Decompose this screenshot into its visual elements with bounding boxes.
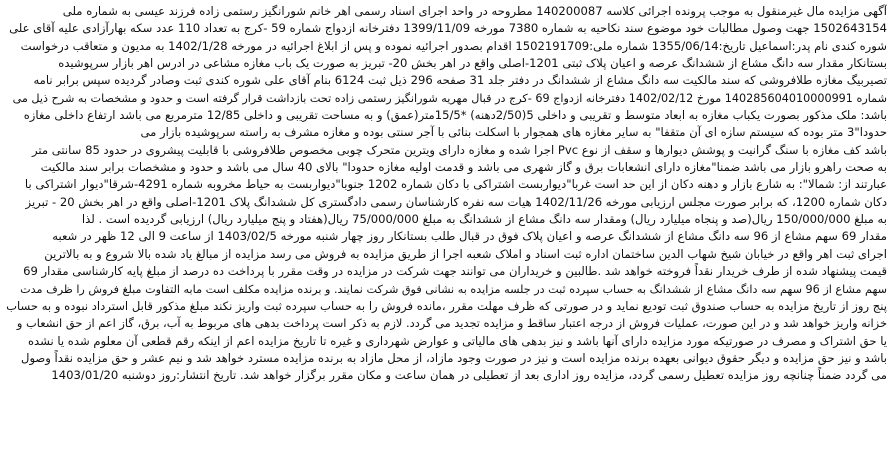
notice-line: باشد: ملک مذکور بصورت یکباب مغازه به ابعاد متوسط و تقریبی و داخلی 5(2/50دهنه) *15/5متر(عمق) و به مساحت تقریبی و داخلی 12/85 مترمربع می باشد ارتفاع داخلی مغازه	[23, 108, 887, 123]
notice-line: مقدار 69 سهم مشاع از 96 سه دانگ مشاع از ششدانگ عرصه و اعیان پلاک فوق در قبال طلب بستانکار روز چهار شنبه مورخه 1403/02/5 از ساعت 9 الی 12 ظهر در شعبه	[52, 229, 887, 244]
notice-line: باشد کف مغازه با سنگ گرانیت و پوشش دیوارها و سقف از نوع Pvc اجرا شده و مغازه دارای ویترین متحرک چوبی مخصوص طلافروشی با قابلیت پیشروی در حدود 85 سانتی متر	[31, 142, 887, 157]
notice-line: اجرای ثبت اهر واقع در خیابان شیخ شهاب الدین ساختمان اداره ثبت اسناد و املاک شعبه اجرا از طریق مزایده به فروش می رسد مزایده از مبالغ یاد شده بالا شروع و به بالاترین	[44, 246, 887, 261]
notice-line: شماره 140285604010000991 مورخ 1402/02/12 دفترخانه ازدواج 69 -کرج در قبال مهریه شورانگیز رستمی زاده تحت بازداشت قرار گرفته است و حدود و مشخصات به شرح ذیل می	[12, 91, 887, 105]
notice-line: قیمت پیشنهاد شده از طرف خریدار نقداً فروخته خواهد شد .طالبین و خریداران می توانند جهت شرکت در مزایده در وقت مقرر با پرداخت ده درصد از مبلغ پایه کارشناسی مقدار 69	[23, 264, 887, 279]
notice-line: خزانه واریز خواهد شد و در این صورت، عملیات فروش از درجه اعتبار ساقط و مزایده تجدید می گردد. لازم به ذکر است پرداخت بدهی های مربوط به آب، برق، گاز اعم از حق انشعاب و	[16, 316, 887, 331]
notice-line: حدودا"3 متر بوده که سیستم سازه ای آن متقفا" به سایر مغازه های همجوار با اسکلت بنائی با آجر سنتی بوده و مغازه مشرف به راسته سرپوشیده بازار می	[140, 125, 887, 140]
notice-line: عبارتند از: شمالا": به شارع بازار و دهنه دکان از این حد است غربا"دیواربست اشتراکی با دکان شماره 1202 جنوبا"دیواربست به حیاط مخروبه شماره 4291-شرقا"دیوار اشتراکی با	[24, 177, 887, 192]
notice-line: 1502643154 جهت وصول مطالبات خود موضوع سند نکاحیه به شماره 7380 مورخه 1399/11/09 دفترخانه ازدواج شماره 59 -کرج به تعداد 110 عدد سکه بهارآزادی علیه آقای علی	[9, 21, 887, 36]
notice-line: شوره کندی نام پدر:اسماعیل تاریخ:1355/06/14 شماره ملی:1502191709 اقدام بصدور اجرائیه نموده و پس از ابلاغ اجرائیه در مورخه 1402/1/28 به مدیون و متعاقب درخواست	[20, 38, 887, 53]
notice-line: تصیربیگ مغازه طلافروشی که سند مالکیت سه دانگ مشاع از ششدانگ در دفتر جلد 31 صفحه 296 ذیل ثبت 6124 بنام آقای علی شوره کندی ثبت وصادر گردیده سپس برابر نامه	[33, 73, 887, 88]
notice-line: بستانکار مقدار سه دانگ مشاع از ششدانگ عرصه و اعیان پلاک ثبتی 1201-اصلی واقع در اهر بخش 20- تبریز به صورت یک باب مغازه مشاعی در ادرس اهر بازار سرپوشیده	[58, 56, 887, 71]
notice-line: به صحت راهرو بازار می باشد ضمنا"مغازه دارای انشعابات برق و گاز شهری می باشد و قدمت اولیه مغازه حدودا" بالای 40 سال می باشد و حدود و مشخصات برابر سند مالکیت	[40, 160, 887, 175]
notice-line: سهم مشاع از 96 سهم سه دانگ مشاع از ششدانگ به حساب سپرده ثبت در جلسه مزایده به نشانی فوق شرکت نمایند. و برنده مزایده مکلف است مابه التفاوت مبلغ فروش را ظرف مدت	[20, 282, 887, 296]
notice-line: آگهی مزایده مال غیرمنقول به موجب پرونده اجرائی کلاسه 140200087 مطروحه در واحد اجرای اسناد رسمی اهر خانم شورانگیز رستمی زاده فرزند عیسی به شماره ملی	[62, 4, 887, 18]
notice-line: یا حق اشتراک و مصرف در صورتیکه مورد مزایده دارای آنها باشد و نیز بدهی های مالیاتی و عوارض شهرداری و غیره تا تاریخ مزایده اعم از اینکه رقم قطعی آن معلوم شده یا نشده	[27, 333, 887, 348]
notice-line: دکان شماره 1200، که برابر صورت مجلس ارزیابی مورخه 1402/11/26 هیات سه نفره کارشناسان رسمی دادگستری کل ششدانگ پلاک 1201-اصلی واقع در اهر بخش 20 - تبریز	[25, 194, 887, 209]
notice-line: پنج روز از تاریخ مزایده به حساب صندوق ثبت تودیع نماید و در صورتی که ظرف مهلت مقرر ،مانده فروش را به حساب سپرده ثبت واریز نکند مبلغ مذکور قابل استرداد نبوده و به حساب	[6, 298, 887, 313]
notice-line: باشد و نیز حق مزایده و دیگر حقوق دیوانی بعهده برنده مزایده است و نیز در صورت وجود مازاد، از محل مازاد به برنده مزایده مسترد خواهد شد و نیم عشر و حق مزایده نقداً وصول	[21, 350, 887, 365]
notice-line: می گردد ضمناً چنانچه روز مزایده تعطیل رسمی گردد، مزایده روز اداری بعد از تعطیلی در همان ساعت و مکان مقرر برگزار خواهد شد. تاریخ انتشار:روز دوشنبه 1403/01/20	[51, 368, 887, 383]
notice-line: به مبلغ 150/000/000 ریال(صد و پنجاه میلیارد ریال) ومقدار سه دانگ مشاع از ششدانگ به مبلغ 75/000/000 ریال(هفتاد و پنج میلیارد ریال) ارزیابی گردیده است . لذا	[81, 212, 887, 227]
